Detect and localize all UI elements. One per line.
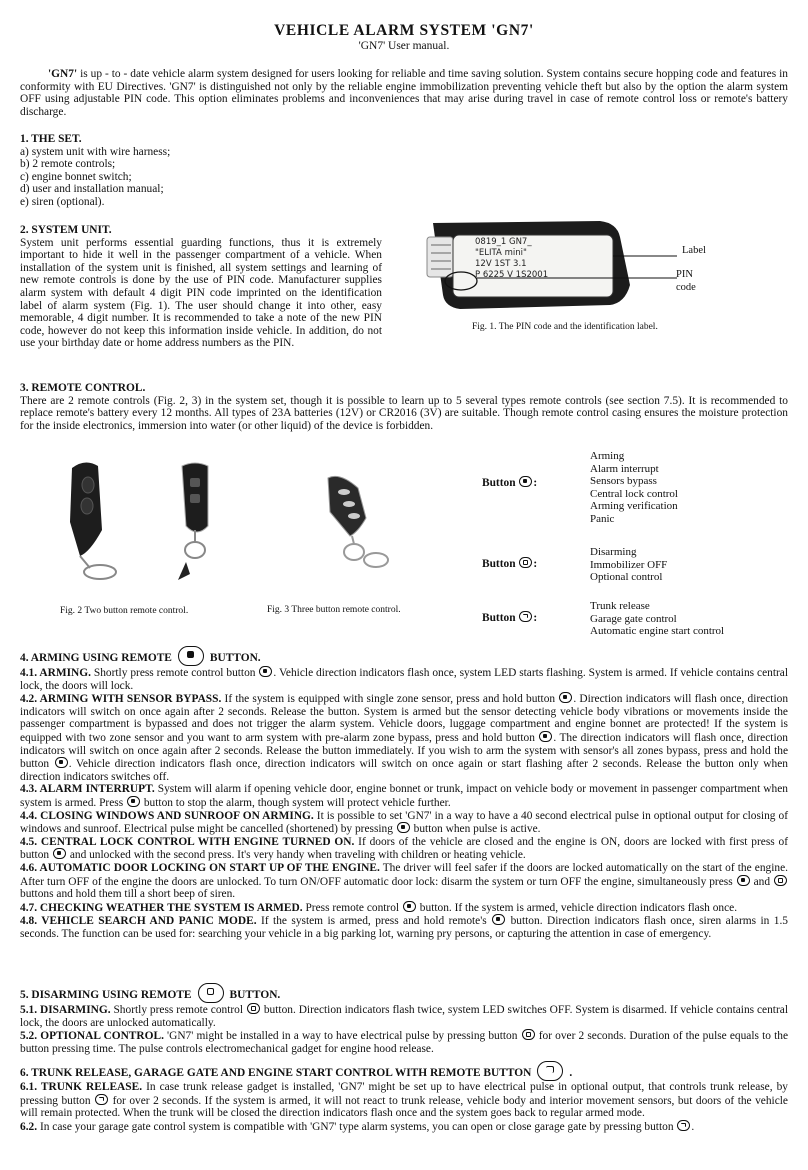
lock-open-icon xyxy=(774,875,787,886)
p-text: . Vehicle direction indicators flash once, system LED starts flashing. System is armed. If vehicle contains central lock, the doors will lock. xyxy=(20,667,788,692)
lock-closed-icon xyxy=(53,848,66,859)
page-title: VEHICLE ALARM SYSTEM 'GN7' xyxy=(274,22,534,39)
section-the-set xyxy=(20,133,788,209)
lock-closed-icon xyxy=(259,666,272,677)
p-heading: 4.1. ARMING. xyxy=(20,667,91,679)
p-heading: 6.1. TRUNK RELEASE. xyxy=(20,1081,143,1093)
list-item: d) user and installation manual; xyxy=(20,183,164,196)
list-item: Alarm interrupt xyxy=(590,462,659,475)
p-4-8 xyxy=(20,914,788,940)
section-remote-control xyxy=(20,382,788,432)
p-text: System will alarm if opening vehicle door, engine bonnet or trunk, impact on vehicle body or movement in passenger compartment when system is armed. Press xyxy=(20,783,788,809)
list-item: Immobilizer OFF xyxy=(590,558,668,571)
p-4-2 xyxy=(20,692,788,783)
sticker-text xyxy=(475,237,548,281)
p-text: Press remote control xyxy=(302,901,402,914)
list-item: a) system unit with wire harness; xyxy=(20,145,171,158)
p-4-1 xyxy=(20,666,788,692)
lock-open-icon xyxy=(198,983,224,1003)
remote-photos xyxy=(40,452,440,598)
list-item: Arming xyxy=(590,450,625,462)
p-text: In case your garage gate control system is compatible with 'GN7' type alarm systems, you can open or close garage gate by pressing button xyxy=(37,1120,677,1133)
list-item: e) siren (optional). xyxy=(20,195,105,208)
button-trunk-functions xyxy=(590,600,724,638)
system-unit-photo xyxy=(425,215,715,315)
remote-heading: 3. REMOTE CONTROL. xyxy=(20,382,146,394)
intro-lead: 'GN7' xyxy=(48,68,78,80)
p-text: button to stop the alarm, though system will protect vehicle further. xyxy=(141,796,451,809)
heading-text: 5. DISARMING USING REMOTE xyxy=(20,989,192,1001)
fig3-caption: Fig. 3 Three button remote control. xyxy=(267,605,401,615)
lock-open-icon xyxy=(519,557,532,568)
fig1-caption: Fig. 1. The PIN code and the identification label. xyxy=(472,322,658,332)
section-arming xyxy=(20,646,788,940)
p-heading: 5.2. OPTIONAL CONTROL. xyxy=(20,1030,164,1043)
arming-heading xyxy=(20,646,788,666)
sticker-line: "ELITA mini" xyxy=(475,248,527,258)
p-heading: 4.8. VEHICLE SEARCH AND PANIC MODE. xyxy=(20,915,257,928)
trunk-icon xyxy=(677,1120,690,1131)
lock-closed-icon xyxy=(127,796,140,807)
section-trunk-release xyxy=(20,1061,788,1133)
p-6-1 xyxy=(20,1081,788,1120)
sticker-line: 12V 1ST 3.1 xyxy=(475,259,527,269)
p-text: 'GN7' might be installed in a way to have electrical pulse by pressing button xyxy=(163,1030,521,1043)
button-arm-label: Button : xyxy=(482,477,538,489)
p-heading: 6.2. xyxy=(20,1120,38,1133)
sticker-line: 0819_1 GN7_ xyxy=(475,237,532,247)
p-heading: 4.6. AUTOMATIC DOOR LOCKING ON START UP OF THE ENGINE. xyxy=(20,861,380,874)
lock-closed-icon xyxy=(397,822,410,833)
p-text: and xyxy=(750,875,773,888)
p-4-4 xyxy=(20,810,788,836)
p-heading: 4.3. ALARM INTERRUPT. xyxy=(20,783,155,796)
set-heading: 1. THE SET. xyxy=(20,133,82,145)
p-text: for over 2 seconds. Duration of the pulse equals to the button pressing time. The pulse controls electromechanical gadget for engine hood release. xyxy=(20,1030,788,1055)
p-text: Shortly press remote control xyxy=(110,1004,246,1016)
p-text: The driver will feel safer if the doors are locked automatically on the start of the engine. After turn OFF of the engine the doors are unlocked. To turn ON/OFF automatic door lock: disarm the system or turn OFF the engine, simultaneously press xyxy=(20,861,788,888)
p-text: In case trunk release gadget is installed, 'GN7' might be set up to have electrical pulse in optional output, that controls trunk release, by pressing button xyxy=(20,1081,788,1107)
two-button-remote-left xyxy=(70,462,116,579)
p-4-3 xyxy=(20,783,788,809)
p-text: . Direction indicators will flash once, direction indicators will switch on once again after 2 seconds. Release the button. System is armed but the sensor detecting vehicle body vibrations or movements inside the passenger compartment is bypassed and does not trigger the alarm system. Vehicle doors, luggage compartment and engine bonnet are protected! If the system is equipped with two zone sensor and you want to arm system with pre-alarm zone bypass, press and hold button xyxy=(20,693,789,744)
remote-text: There are 2 remote controls (Fig. 2, 3) in the system set, though it is possible to learn up to 5 several types remote controls (see section 7.5). It is recommended to replace remote's battery every 12 months. All types of 23A batteries (12V) or CR2016 (3V) are suitable. Though remote control casing ensures the moisture protection for the inside electronics, immersion into water (or other liquid) of the device is forbidden. xyxy=(20,394,788,432)
fig2-caption: Fig. 2 Two button remote control. xyxy=(60,606,189,616)
heading-text: BUTTON. xyxy=(209,652,261,664)
p-text: buttons and hold them till a short beep of siren. xyxy=(20,888,236,901)
heading-text: BUTTON. xyxy=(229,989,281,1001)
p-text: . xyxy=(691,1120,695,1133)
lock-closed-icon xyxy=(403,901,416,912)
list-item: Optional control xyxy=(590,571,663,584)
list-item: Disarming xyxy=(590,546,637,558)
p-text: button. Direction indicators flash once, siren alarms in 1.5 seconds. The function can be used for: searching your vehicle in a big parking lot, warning pry persons, or capturing the attention in case of emergency. xyxy=(20,915,788,940)
p-text: Shortly press remote control button xyxy=(90,667,259,679)
p-text: button when pulse is active. xyxy=(410,823,541,836)
lock-open-icon xyxy=(522,1029,535,1040)
intro-text: is up - to - date vehicle alarm system designed for users looking for reliable and time saving solution. System contains secure hopping code and features in conformity with EU Directives. 'GN7' is distinguished not only by the reliable engine immobilization preventing vehicle theft but also by the option the alarm system OFF using adjustable PIN code. This option eliminates problems and inconveniences that may arise during travel in case of remote control loss or remote's battery discharge. xyxy=(20,68,788,118)
button-label-text: Button xyxy=(482,558,516,570)
sticker-line: P 6225 V 1S2001 xyxy=(475,270,549,280)
heading-text: 6. TRUNK RELEASE, GARAGE GATE AND ENGINE START CONTROL WITH REMOTE BUTTON xyxy=(20,1067,532,1079)
p-text: If doors of the vehicle are closed and the engine is ON, doors are locked with first press of button xyxy=(20,835,789,862)
list-item: Garage gate control xyxy=(590,612,677,625)
p-heading: 4.5. CENTRAL LOCK CONTROL WITH ENGINE TURNED ON. xyxy=(20,835,355,848)
list-item: Automatic engine start control xyxy=(590,625,725,638)
p-text: button. If the system is armed, vehicle direction indicators flash once. xyxy=(416,901,738,914)
disarming-heading xyxy=(20,983,788,1003)
button-disarm-label: Button : xyxy=(482,558,538,570)
p-text: . Vehicle direction indicators flash once, direction indicators will switch on once again or start flashing after 2 seconds. Release the button only when direction indicators switches off. xyxy=(20,758,788,783)
unit-text: System unit performs essential guarding functions, thus it is extremely important to hide it well in the passenger compartment of a vehicle. When installation of the system unit is finished, all system settings and learning of new remote controls is done by the use of PIN code. Manufacturer supplies alarm system with default 4 digit PIN code imprinted on the identification label of alarm system (Fig. 1). The user should change it into other, easy memorable, 4 digit number. It is recommended to take a note of the new PIN code, however do not keep this information inside vehicle. In addition, do not use your birthday date or home address numbers as the PIN. xyxy=(20,236,382,350)
p-text: button. Direction indicators flash twice, system LED switches OFF. System is disarmed. If vehicle contains central lock, the doors are unlocked automatically. xyxy=(20,1004,788,1029)
trunk-icon xyxy=(537,1061,563,1081)
list-item: b) 2 remote controls; xyxy=(20,158,116,171)
button-trunk-label: Button : xyxy=(482,612,538,624)
p-5-1 xyxy=(20,1003,788,1029)
heading-text: 4. ARMING USING REMOTE xyxy=(20,652,172,664)
lock-closed-icon xyxy=(178,646,204,666)
three-button-remote xyxy=(328,476,388,567)
lock-closed-icon xyxy=(559,692,572,703)
label-callout: Label xyxy=(682,245,706,256)
button-disarm-functions xyxy=(590,546,667,584)
page-subtitle: 'GN7' User manual. xyxy=(358,40,450,52)
p-text: If the system is armed, press and hold remote's xyxy=(256,915,492,928)
p-4-5 xyxy=(20,836,788,862)
trunk-heading xyxy=(20,1061,788,1081)
lock-closed-icon xyxy=(539,731,552,742)
trunk-icon xyxy=(95,1094,108,1105)
list-item: Trunk release xyxy=(590,600,650,612)
lock-closed-icon xyxy=(737,875,750,886)
list-item: Sensors bypass xyxy=(590,475,657,488)
p-heading: 4.4. CLOSING WINDOWS AND SUNROOF ON ARMING. xyxy=(20,809,314,822)
lock-closed-icon xyxy=(492,914,505,925)
p-text: for over 2 seconds. If the system is armed, it will not react to trunk release, vehicle body and interior movement sensors, but doors of the vehicle will remain protected. When the trunk will be closed the direction indicators flash once and the system goes back to regular armed mode. xyxy=(20,1094,788,1120)
p-text: If the system is equipped with single zone sensor, press and hold button xyxy=(221,693,559,706)
p-text: and unlocked with the second press. It's very handy when traveling with children or heating vehicle. xyxy=(66,849,526,862)
section-system-unit xyxy=(20,224,382,350)
lock-closed-icon xyxy=(519,476,532,487)
p-text: . The direction indicators will flash once, direction indicators will switch on once again after 2 seconds. Release the button immediately. If you wish to arm the system with sensor's all zones bypass, press and hold the button xyxy=(20,731,789,771)
list-item: Panic xyxy=(590,512,615,525)
button-label-text: Button xyxy=(482,612,516,624)
set-list xyxy=(20,146,788,209)
lock-closed-icon xyxy=(55,757,68,768)
section-disarming xyxy=(20,983,788,1055)
lock-open-icon xyxy=(247,1003,260,1014)
p-4-7 xyxy=(20,901,788,915)
heading-text: . xyxy=(569,1067,573,1079)
unit-heading: 2. SYSTEM UNIT. xyxy=(20,224,112,236)
p-5-2 xyxy=(20,1029,788,1055)
button-arm-functions xyxy=(590,450,678,526)
figure-1 xyxy=(425,215,715,335)
list-item: Central lock control xyxy=(590,487,678,500)
p-heading: 4.2. ARMING WITH SENSOR BYPASS. xyxy=(20,693,222,706)
p-6-2 xyxy=(20,1120,788,1134)
button-label-text: Button xyxy=(482,477,516,489)
p-text: It is possible to set 'GN7' in a way to have a 40 second electrical pulse in optional output for closing of windows and sunroof. Electrical pulse might be cancelled (shortened) by pressing xyxy=(20,809,788,836)
p-heading: 5.1. DISARMING. xyxy=(20,1004,111,1016)
intro-paragraph xyxy=(20,68,788,118)
list-item: Arming verification xyxy=(590,500,678,513)
two-button-remote-right xyxy=(178,463,208,580)
p-4-6 xyxy=(20,862,788,901)
list-item: c) engine bonnet switch; xyxy=(20,170,132,183)
p-heading: 4.7. CHECKING WEATHER THE SYSTEM IS ARMED. xyxy=(20,901,303,914)
trunk-icon xyxy=(519,611,532,622)
pin-callout: PIN code xyxy=(676,269,696,293)
